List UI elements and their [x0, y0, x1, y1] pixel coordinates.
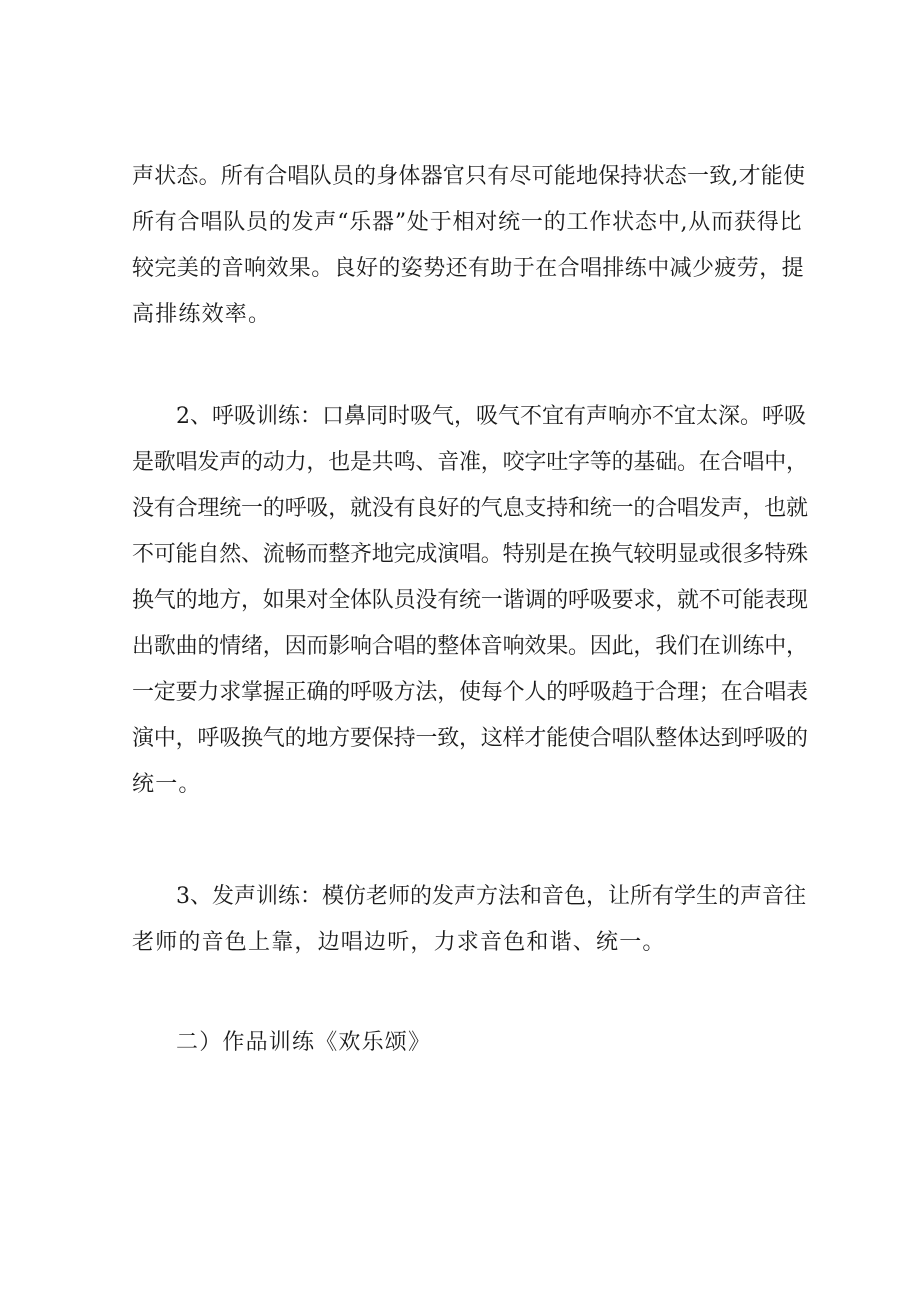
text-line: 声状态。所有合唱队员的身体器官只有尽可能地保持状态一致,才能使 — [132, 164, 806, 189]
text-line: 较完美的音响效果。良好的姿势还有助于在合唱排练中减少疲劳，提 — [132, 256, 805, 281]
text-line: 老师的音色上靠，边唱边听，力求音色和谐、统一。 — [132, 930, 666, 955]
text-line: 没有合理统一的呼吸，就没有良好的气息支持和统一的合唱发声，也就 — [132, 496, 808, 521]
text-line: 换气的地方，如果对全体队员没有统一谐调的呼吸要求，就不可能表现 — [132, 588, 808, 613]
text-line: 出歌曲的情绪，因而影响合唱的整体音响效果。因此，我们在训练中， — [132, 634, 808, 659]
section-heading-work-training — [132, 1020, 808, 1066]
text-line: 高排练效率。 — [132, 302, 272, 327]
text-line: 一定要力求掌握正确的呼吸方法，使每个人的呼吸趋于合理；在合唱表 — [132, 680, 808, 705]
text-line: 3、发声训练：模仿老师的发声方法和音色，让所有学生的声音往 — [176, 884, 806, 909]
text-line: 统一。 — [132, 772, 202, 797]
paragraph-breathing-training — [132, 394, 808, 808]
text-line: 所有合唱队员的发声“乐器”处于相对统一的工作状态中,从而获得比 — [132, 210, 803, 235]
text-line: 演中，呼吸换气的地方要保持一致，这样才能使合唱队整体达到呼吸的 — [132, 726, 808, 751]
paragraph-vocal-training — [132, 874, 808, 966]
text-line: 2、呼吸训练：口鼻同时吸气，吸气不宜有声响亦不宜太深。呼吸 — [176, 404, 806, 429]
section-heading: 二）作品训练《欢乐颂》 — [176, 1030, 432, 1055]
text-line: 不可能自然、流畅而整齐地完成演唱。特别是在换气较明显或很多特殊 — [132, 542, 808, 567]
text-line: 是歌唱发声的动力，也是共鸣、音准，咬字吐字等的基础。在合唱中， — [132, 450, 808, 475]
paragraph-posture-continuation — [132, 154, 808, 338]
